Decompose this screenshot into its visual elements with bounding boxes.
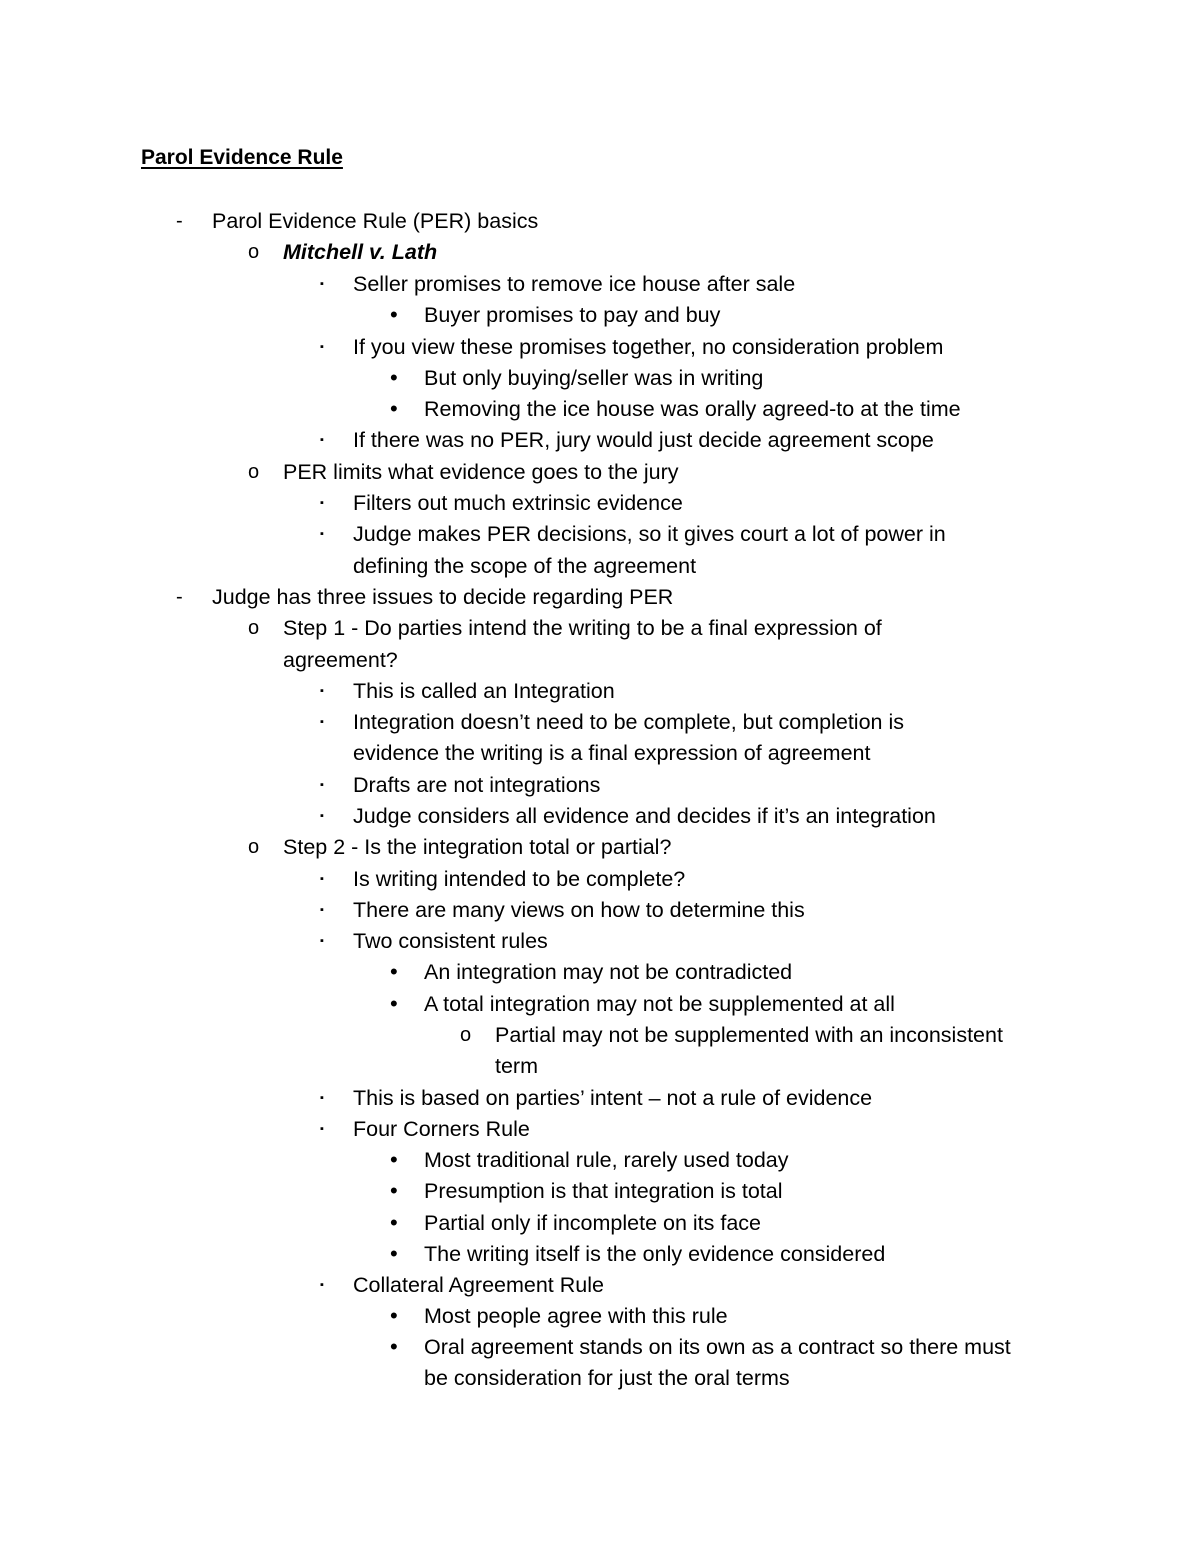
dot-bullet: • [390,1147,398,1172]
list-item: Step 1 - Do parties intend the writing to be a final expression of [283,616,882,640]
list-item: Judge makes PER decisions, so it gives court a lot of power in [353,522,946,546]
dot-bullet: • [390,1210,398,1235]
circle-bullet: o [248,241,260,263]
list-item: Partial only if incomplete on its face [424,1211,761,1235]
circle-bullet: o [248,461,260,483]
list-item: Two consistent rules [353,929,548,953]
circle-bullet: o [460,1024,472,1046]
circle-bullet: o [248,617,260,639]
case-name: Mitchell v. Lath [283,240,438,264]
dot-bullet: • [390,1178,398,1203]
list-item: Four Corners Rule [353,1117,530,1141]
dot-bullet: • [390,991,398,1016]
square-bullet: ▪ [320,935,324,947]
square-bullet: ▪ [320,341,324,353]
list-item: Seller promises to remove ice house after sale [353,272,796,296]
list-item: Integration doesn’t need to be complete, but completion is [353,710,904,734]
list-item-continuation: term [495,1054,538,1078]
square-bullet: ▪ [320,1092,324,1104]
list-item-continuation: defining the scope of the agreement [353,554,697,578]
list-item: If there was no PER, jury would just decide agreement scope [353,428,934,452]
square-bullet: ▪ [320,873,324,885]
list-item-continuation: evidence the writing is a final expression of agreement [353,741,871,765]
dot-bullet: • [390,365,398,390]
dot-bullet: • [390,1303,398,1328]
list-item: Judge considers all evidence and decides if it’s an integration [353,804,936,828]
square-bullet: ▪ [320,1123,324,1135]
list-item-continuation: agreement? [283,648,398,672]
list-item: Collateral Agreement Rule [353,1273,604,1297]
square-bullet: ▪ [320,716,324,728]
list-item: Most traditional rule, rarely used today [424,1148,789,1172]
list-item: Filters out much extrinsic evidence [353,491,683,515]
dash-bullet: - [176,586,183,608]
list-item: Parol Evidence Rule (PER) basics [212,209,539,233]
square-bullet: ▪ [320,779,324,791]
page-title: Parol Evidence Rule [141,146,343,169]
list-item-continuation: be consideration for just the oral terms [424,1366,790,1390]
square-bullet: ▪ [320,904,324,916]
dot-bullet: • [390,1241,398,1266]
circle-bullet: o [248,836,260,858]
list-item: Buyer promises to pay and buy [424,303,721,327]
dot-bullet: • [390,1334,398,1359]
square-bullet: ▪ [320,1279,324,1291]
list-item: This is based on parties’ intent – not a rule of evidence [353,1086,873,1110]
square-bullet: ▪ [320,278,324,290]
list-item: Drafts are not integrations [353,773,601,797]
square-bullet: ▪ [320,528,324,540]
list-item: Partial may not be supplemented with an inconsistent [495,1023,1003,1047]
dot-bullet: • [390,959,398,984]
square-bullet: ▪ [320,810,324,822]
list-item: The writing itself is the only evidence considered [424,1242,886,1266]
list-item: This is called an Integration [353,679,615,703]
list-item: An integration may not be contradicted [424,960,793,984]
list-item: Most people agree with this rule [424,1304,728,1328]
list-item: PER limits what evidence goes to the jury [283,460,679,484]
list-item: If you view these promises together, no consideration problem [353,335,944,359]
list-item: There are many views on how to determine this [353,898,805,922]
list-item: Step 2 - Is the integration total or partial? [283,835,672,859]
square-bullet: ▪ [320,497,324,509]
list-item: Removing the ice house was orally agreed-to at the time [424,397,961,421]
list-item: But only buying/seller was in writing [424,366,764,390]
list-item: Judge has three issues to decide regarding PER [212,585,674,609]
dash-bullet: - [176,210,183,232]
dot-bullet: • [390,396,398,421]
list-item: Is writing intended to be complete? [353,867,686,891]
list-item: Oral agreement stands on its own as a contract so there must [424,1335,1011,1359]
square-bullet: ▪ [320,685,324,697]
square-bullet: ▪ [320,434,324,446]
dot-bullet: • [390,302,398,327]
list-item: A total integration may not be supplemented at all [424,992,895,1016]
list-item: Presumption is that integration is total [424,1179,783,1203]
